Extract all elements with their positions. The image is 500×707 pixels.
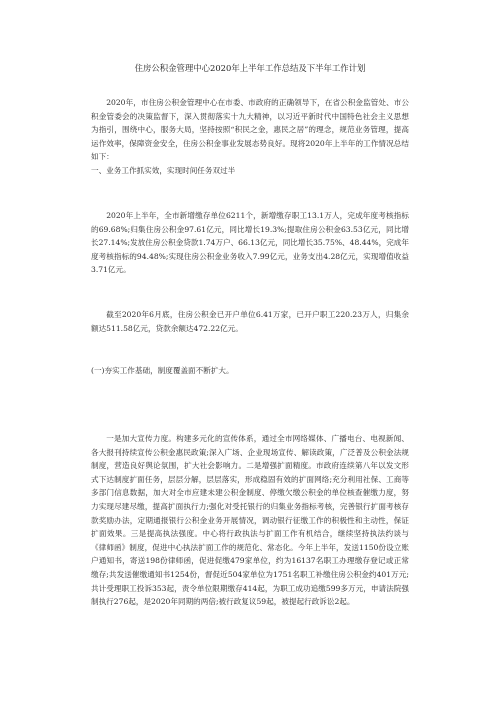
section-heading-business: 一、业务工作抓实效，实现时间任务双过半: [91, 166, 236, 175]
document-title: 住房公积金管理中心2020年上半年工作总结及下半年工作计划: [134, 63, 366, 73]
statistics-paragraph: 2020年上半年，全市新增缴存单位6211个，新增缴存职工13.1万人，完成年度考核指标的69.68%;归集住房公积金97.61亿元，同比增长19.3%;提取住房公积金63.53亿元，同比增长27.14%;发放住房公积金贷款1.74万户、66.13亿元，同比增长35.75%、48.44%，完成年度考核指标的94.48%;实现住房公积金业务收入7.99亿元，业务支出4.28亿元，实现增值收益3.71亿元。: [91, 211, 409, 275]
intro-paragraph: 2020年，市住房公积金管理中心在市委、市政府的正确领导下，在省公积金监管处、市公积金管委会的决策监督下，深入贯彻落实十九大精神，以习近平新时代中国特色社会主义思想为指引，围绕中心，服务大局，坚持按照“积民之金，惠民之居”的理念，规范业务管理，提高运作效率，保障资金安全，住房公积金事业发展态势良好。现将2020年上半年的工作情况总结如下：: [91, 98, 409, 162]
detail-paragraph: 一是加大宣传力度。构建多元化的宣传体系，通过全市网络媒体、广播电台、电视新闻、各大报刊持续宣传公积金惠民政策;深入广场、企业现场宣传、解读政策，广泛普及公积金法规制度，营造良好舆论氛围，扩大社会影响力。二是增强扩面精度。市政府连续第八年以发文形式下达制度扩面任务，层层分解，层层落实，形成稳固有效的扩面网络;充分利用社保、工商等多部门信息数据，加大对全市应建未建公积金制度、停缴欠缴公积金的单位核查催缴力度，努力实现尽建尽缴，提高扩面执行力;强化对受托银行的归集业务指标考核，完善银行扩面考核存款奖励办法，定期通报银行公积金业务开展情况，调动银行征缴工作的积极性和主动性，保证扩面效果。三是提高执法强度。中心将行政执法与扩面工作有机结合，继续坚持执法约谈与《律师函》制度，促进中心执法扩面工作的规范化、常态化。今年上半年，发送1150份设立账户通知书，寄送198份律师函，促进促缴479家单位，约为16137名职工办理缴存登记或正常缴存;共发送催缴通知书1254份，督促近504家单位为1751名职工补缴住房公积金约401万元;共计受理职工投诉353起，责令单位限期缴存414起，为职工成功追缴599多万元，申请法院强制执行276起，是2020年同期的两倍;被行政复议59起，被提起行政诉讼2起。: [91, 434, 409, 607]
subsection-heading-foundation: (一)夯实工作基础，制度覆盖面不断扩大。: [91, 366, 234, 375]
cumulative-paragraph: 截至2020年6月底，住房公积金已开户单位6.41万家，已开户职工220.23万人，归集余额达511.58亿元，贷款余额达472.22亿元。: [91, 310, 409, 333]
